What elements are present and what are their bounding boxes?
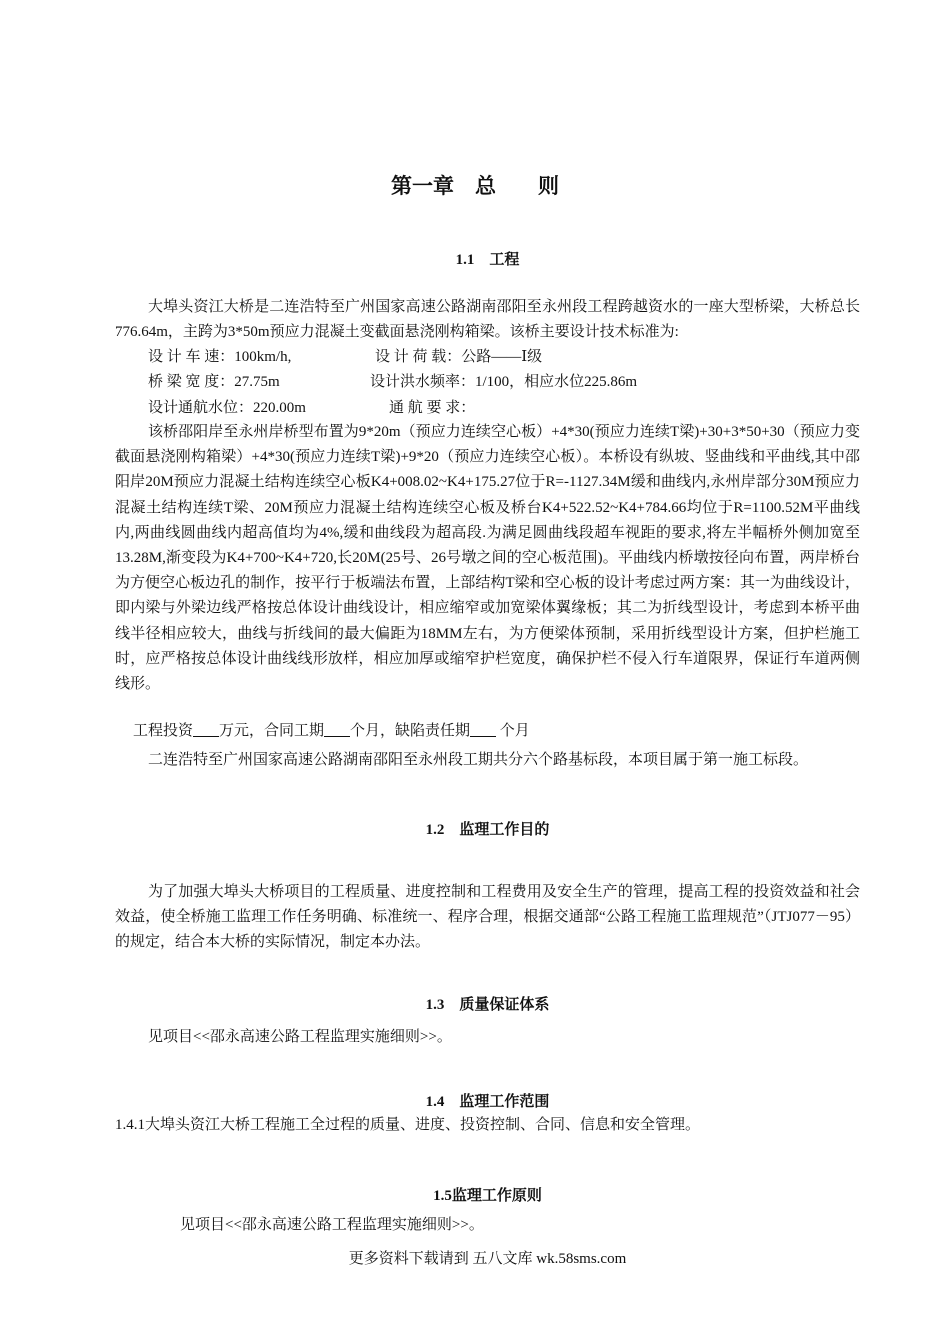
section-heading-1-3: 1.3 质量保证体系 (425, 997, 550, 1013)
investment-line (133, 719, 530, 743)
standard-design-load: 设 计 荷 载：公路——Ⅰ级 (375, 349, 543, 365)
section-heading-1-5: 1.5监理工作原则 (433, 1188, 542, 1204)
section-heading-1-1: 1.1 工程 (455, 252, 520, 268)
standard-bridge-width: 桥 梁 宽 度：27.75m (148, 374, 280, 390)
supervision-scope-text: 1.4.1大埠头资江大桥工程施工全过程的质量、进度、投资控制、合同、信息和安全管理。 (115, 1117, 701, 1133)
section-heading-1-2: 1.2 监理工作目的 (425, 822, 550, 838)
footer-download-note: 更多资料下载请到 五八文库 wk.58sms.com (348, 1251, 627, 1267)
supervision-principle-text: 见项目<<邵永高速公路工程监理实施细则>>。 (180, 1217, 484, 1233)
standard-navigation-level: 设计通航水位：220.00m (148, 400, 306, 416)
defect-period-blank (470, 722, 496, 737)
defect-period-label: 个月，缺陷责任期 (350, 723, 471, 739)
bridge-layout-paragraph: 该桥邵阳岸至永州岸桥型布置为9*20m（预应力连续空心板）+4*30(预应力连续T梁)+30+3*50+30（预应力变截面悬浇刚构箱梁）+4*30(预应力连续T梁)+9*20（预应力连续空心板）。本桥设有纵坡、竖曲线和平曲线,其中邵阳岸20M预应力混凝土结构连续空心板K4+008.02~K4+175.27位于R=-1127.34M缓和曲线内,永州岸部分30M预应力混凝土结构连续T梁、20M预应力混凝土结构连续空心板及桥台K4+522.52~K4+784.66均位于R=1100.52M平曲线内,两曲线圆曲线内超高值均为4%,缓和曲线段为超高段.为满足圆曲线段超车视距的要求,将左半幅桥外侧加宽至13.28M,渐变段为K4+700~K4+720,长20M(25号、26号墩之间的空心板范围)。平曲线内桥墩按径向布置，两岸桥台为方便空心板边孔的制作，按平行于板端法布置，上部结构T梁和空心板的设计考虑过两方案：其一为曲线设计，即内梁与外梁边线严格按总体设计曲线设计，相应缩窄或加宽梁体翼缘板；其二为折线型设计，考虑到本桥平曲线半径相应较大，曲线与折线间的最大偏距为18MM左右，为方便梁体预制，采用折线型设计方案，但护栏施工时，应严格按总体设计曲线线形放样，相应加厚或缩窄护栏宽度，确保护栏不侵入行车道限界，保证行车道两侧线形。 (115, 424, 861, 693)
supervision-purpose-paragraph: 为了加强大埠头大桥项目的工程质量、进度控制和工程费用及安全生产的管理，提高工程的投资效益和社会效益，使全桥施工监理工作任务明确、标准统一、程序合理，根据交通部“公路工程施工监理规范”（JTJ077－95）的规定，结合本大桥的实际情况，制定本办法。 (115, 884, 860, 950)
contract-sections-paragraph: 二连浩特至广州国家高速公路湖南邵阳至永州段工期共分六个路基标段，本项目属于第一施工标段。 (148, 752, 809, 768)
investment-blank (193, 722, 219, 737)
investment-label: 工程投资 (133, 723, 194, 739)
standard-flood-frequency: 设计洪水频率：1/100，相应水位225.86m (370, 374, 638, 390)
intro-paragraph: 大埠头资江大桥是二连浩特至广州国家高速公路湖南邵阳至永州段工程跨越资水的一座大型桥梁，大桥总长776.64m，主跨为3*50m预应力混凝土变截面悬浇刚构箱梁。该桥主要设计技术标准为: (115, 299, 860, 340)
standard-navigation-requirement: 通 航 要 求： (389, 400, 476, 416)
contract-period-label: 万元，合同工期 (219, 723, 325, 739)
chapter-title: 第一章 总 则 (391, 174, 559, 198)
section-heading-1-4: 1.4 监理工作范围 (425, 1094, 550, 1110)
quality-system-text: 见项目<<邵永高速公路工程监理实施细则>>。 (148, 1029, 452, 1045)
contract-period-blank (324, 722, 350, 737)
month-unit: 个月 (496, 723, 530, 739)
standard-design-speed: 设 计 车 速：100km/h, (148, 349, 292, 365)
